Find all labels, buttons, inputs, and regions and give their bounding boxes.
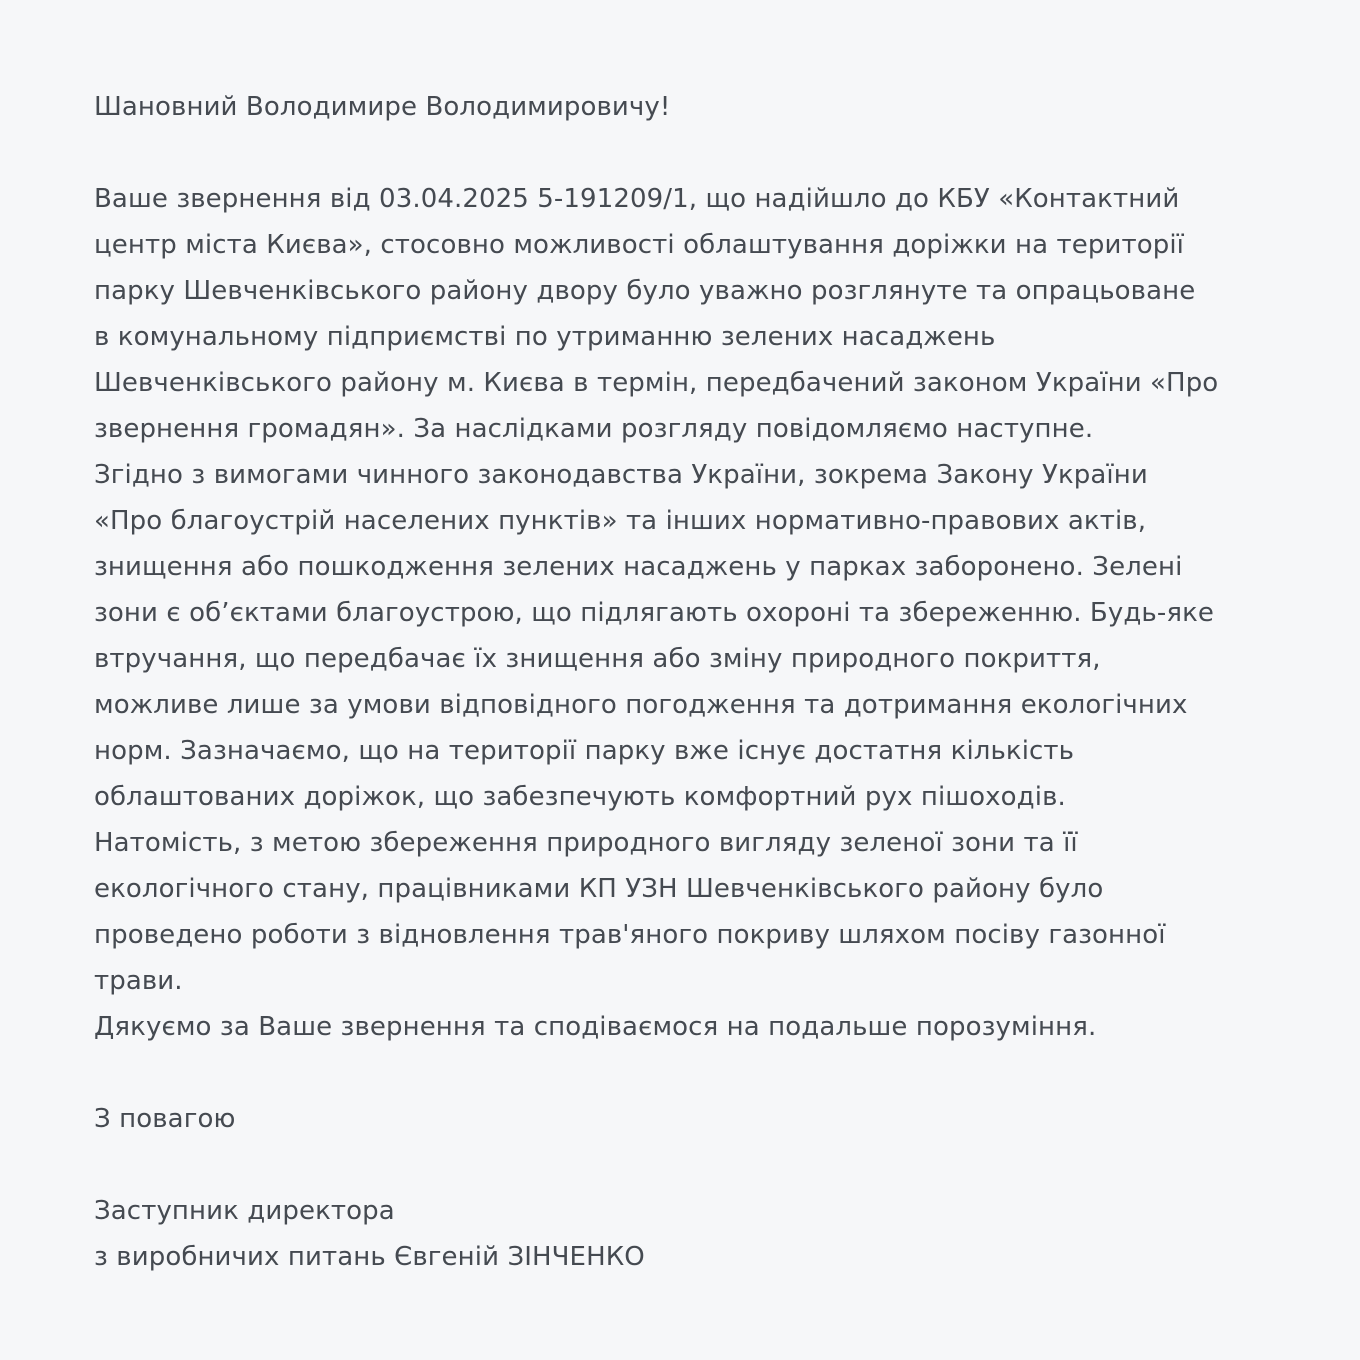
body-line: парку Шевченківського району двору було уважно розглянуте та опрацьоване — [94, 276, 1196, 306]
body-line: норм. Зазначаємо, що на території парку вже існує достатня кількість — [94, 736, 1075, 766]
greeting: Шановний Володимире Володимировичу! — [94, 92, 671, 122]
signature-title: Заступник директора — [94, 1196, 395, 1226]
letter-body — [94, 176, 1284, 1050]
spacer — [94, 130, 1284, 176]
spacer — [94, 1142, 1284, 1188]
body-line: трави. — [94, 966, 183, 996]
body-line: в комунальному підприємстві по утриманню зелених насаджень — [94, 322, 996, 352]
body-line: Дякуємо за Ваше звернення та сподіваємося на подальше порозуміння. — [94, 1012, 1097, 1042]
body-line: втручання, що передбачає їх знищення або зміну природного покриття, — [94, 644, 1101, 674]
spacer — [94, 1050, 1284, 1096]
body-line: знищення або пошкодження зелених насаджень у парках заборонено. Зелені — [94, 552, 1183, 582]
body-line: «Про благоустрій населених пунктів» та інших нормативно-правових актів, — [94, 506, 1147, 536]
body-line: Шевченківського району м. Києва в термін, передбачений законом України «Про — [94, 368, 1219, 398]
body-line: облаштованих доріжок, що забезпечують комфортний рух пішоходів. — [94, 782, 1066, 812]
body-line: звернення громадян». За наслідками розгляду повідомляємо наступне. — [94, 414, 1094, 444]
body-line: можливе лише за умови відповідного погодження та дотримання екологічних — [94, 690, 1188, 720]
body-line: Згідно з вимогами чинного законодавства України, зокрема Закону України — [94, 460, 1148, 490]
body-line: проведено роботи з відновлення трав'яного покриву шляхом посіву газонної — [94, 920, 1166, 950]
body-line: екологічного стану, працівниками КП УЗН Шевченківського району було — [94, 874, 1104, 904]
letter — [94, 84, 1284, 1280]
body-line: Натомість, з метою збереження природного вигляду зеленої зони та її — [94, 828, 1078, 858]
body-line: центр міста Києва», стосовно можливості облаштування доріжки на території — [94, 230, 1184, 260]
body-line: зони є об’єктами благоустрою, що підлягають охороні та збереженню. Будь-яке — [94, 598, 1214, 628]
closing: З повагою — [94, 1104, 236, 1134]
body-line: Ваше звернення від 03.04.2025 5-191209/1, що надійшло до КБУ «Контактний — [94, 184, 1180, 214]
signature-name: з виробничих питань Євгеній ЗІНЧЕНКО — [94, 1242, 645, 1272]
